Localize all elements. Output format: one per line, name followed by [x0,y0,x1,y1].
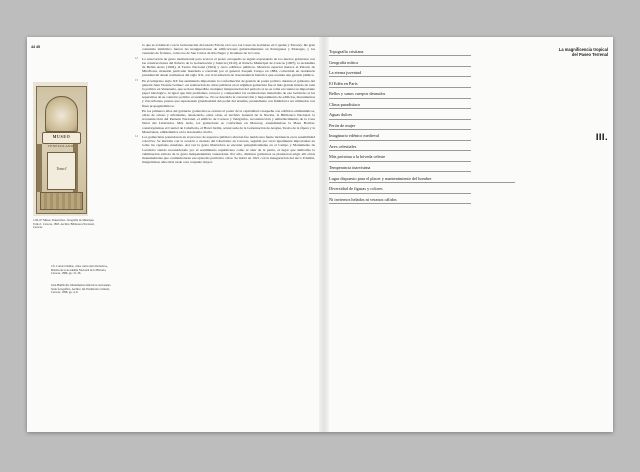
table-of-contents [329,49,529,207]
toc-item-label: Diversidad de figuras y colores [329,186,383,192]
toc-item [329,165,529,176]
toc-item [329,91,529,102]
plate-panel [47,152,76,190]
toc-item [329,154,529,165]
museo-venezolano-plate [33,82,88,216]
paragraph-text: La renovación de gesto institucional para acercar el poder caraqueño se siguió expresando en los nuevos gobiernos con las construcciones del Palacio de la Gobernación y Justicia (1910), el Palacio Municipal de Caracas (1907), la Academia de Bellas Artes (1904), el Teatro Nacional (1904) y otros edificios públicos. Mención especial merece el Palacio de Miraflores, mansión particular mandada a construir por el general Joaquín Crespo en 1884, convertida en residencia presidencial desde comienzos del siglo XX, con la irradiación de trascendencia histórica que acentúa una gestión pública. [142,56,315,78]
toc-item [329,60,529,71]
plate-banner-text: MUSEO [52,134,71,139]
toc-item [329,176,529,187]
running-head [518,48,608,58]
paragraph [135,78,315,108]
plate-arch [45,96,78,132]
toc-item [329,81,529,92]
toc-item-label: Aves celestiales [329,143,357,149]
book-gutter [319,37,329,432]
toc-item-label: Perón de mujer [329,122,356,128]
section-number: III. [595,132,608,143]
toc-item-label: Imaginario edénico medieval [329,133,380,139]
running-head-line: del Paseo Terrenal [571,51,608,57]
toc-item-label: Temperancia inarvisima [329,165,371,171]
paragraph-text: lo que se evidenció con la Gobernación del estado Falcón en Coro, las Casas de Gobierno en Cojedes y Yaracuy. De gran contenido simbólico fueron las inauguraciones de edificaciones gubernamentales en Portuguesa y Monagas, y los cuarteles de frontera, como los de San Carlos de Río Negro y Ocumare de la Costa. [142,43,315,56]
toc-item [329,49,529,60]
toc-item-label: Aguas dulces [329,112,353,118]
toc-item [329,70,529,81]
body-text-column [135,43,315,165]
toc-item-label: Lugar dispuesto para el placer y mantenimiento del hombre [329,175,432,181]
plate-banner [42,132,81,144]
toc-item [329,123,529,134]
plate-subtitle: VENEZOLANO [47,144,74,148]
toc-item [329,133,529,144]
toc-item [329,102,529,113]
toc-item-label: Geografía mítica [329,59,358,65]
paragraph-text: En el temprano siglo XX fue asumiendo importante la conformación de gestión de poder político durante el gobierno del general Juan Vicente Gómez: «la realización de obras públicas en el régimen gomecista fue el más grande interés de toda la política en Venezuela, que se hace imposible cualquier interpretación del período si no se toma en cuenta su importante papel ideológico, al igual que mal podríamos conocer y comprender las realizaciones materiales de ese Gobierno si las separamos de su contexto político económico». No se descuida la construcción y mejoramiento de edificios, monumentos y vías urbanas, puesto que representan grandiosidad del poder del sistema, pretendiente con fidelidad a ser utilizados con fines propagandísticos. [142,78,315,108]
toc-item [329,197,529,208]
toc-item-label: Topografía cristiana [329,49,364,54]
book-spread [27,37,613,432]
toc-item-label: Bellos y sanos cuerpos desnudos [329,91,386,97]
paragraph [135,56,315,78]
paragraph [142,43,315,55]
toc-item [329,186,529,197]
plate-column-left [37,144,42,192]
plate-volume: Tomo I [56,167,67,171]
footnote-2: Juan Humboldt, Monumentos históricos nacionales. Serie fotográfica. Archivo del Patrimonio Cultural, Caracas, 1998, pp. 4–9. [51,283,112,295]
paragraph [135,135,315,164]
paragraph [142,109,315,134]
toc-item-label: El Edén en París [329,80,358,86]
figure-caption: 1.66–67 Museo Venezolano. Litografía de Manrique. Tomo I. Caracas, 1865. Archivo Biblioteca Nacional, Caracas. [33,218,95,230]
paragraph-text: En los primeros años del gobierno gomecista se orientó el poder de la capitalidad caraqueña con edificios emblemáticos, obras de ornato y urbanismo, destacando, entre otras, el Archivo General de la Nación, la Biblioteca Nacional, la reconstrucción del Panteón Nacional, el edificio de Correos y Telégrafos, reconstrucción y embellecimiento de la Casa Natal del Libertador. Más tarde, los gomecistas se conforman en Maracay, extendiéndose la Plaza Bolívar, construyéndose el Cuartel de Caballería, el Hotel Jardín, actual sede de la Gobernación de Aragua, Teatro de la Ópera y la Maestranza, emblemática en la taxonomía criolla. [142,108,315,134]
toc-item [329,144,529,155]
running-head-line: La magnificencia tropical [558,47,608,52]
toc-item-label: La eterna juventud [329,70,362,76]
toc-item-label: Más próxima a la bóveda celeste [329,154,386,160]
note-number: 12 [135,56,138,60]
note-number: 14 [135,135,138,139]
footnote-1: Cfr. Carrera Damas, «Dos cartas del Libertador», Boletín de la Academia Nacional de la Historia, Caracas, 1886, pp. 31–36. [51,264,108,276]
toc-item-label: Clima paradisíaco [329,101,361,107]
toc-item-label: Ni inviernos helados ni veranos cálidos [329,196,397,202]
toc-item [329,112,529,123]
note-number: 13 [135,78,138,82]
page-folio: 44 45 [31,45,40,49]
plate-base [40,192,83,210]
paragraph-text: Los gomecistas potenciaron en el proceso de espacios públicos ahorran fue tenido una fuerte incidencia en la sensibilidad colectiva. Se iniciaba con la oración a cuentas del Libertador en Caracas, seguida por otras igualmente importantes en todas las capitales estadales. Así vez la gesta libertadora se encarnó paisajísticamente en el Campo y Monumento de Carabobo siendo reconsiderado por el sentimiento republicano como el altar de la patria, el lugar que simboliza la culminación exitosa de la gesta independentista venezolana. Por ello, distintos gobiernos se plantearon erigir allí obras monumentales que conmemoraran ese episodio patriótico clave. Se inició en 1921 con la inauguración del Arco Triunfal, integrándose años más tarde a un conjunto mayor. [142,135,315,164]
